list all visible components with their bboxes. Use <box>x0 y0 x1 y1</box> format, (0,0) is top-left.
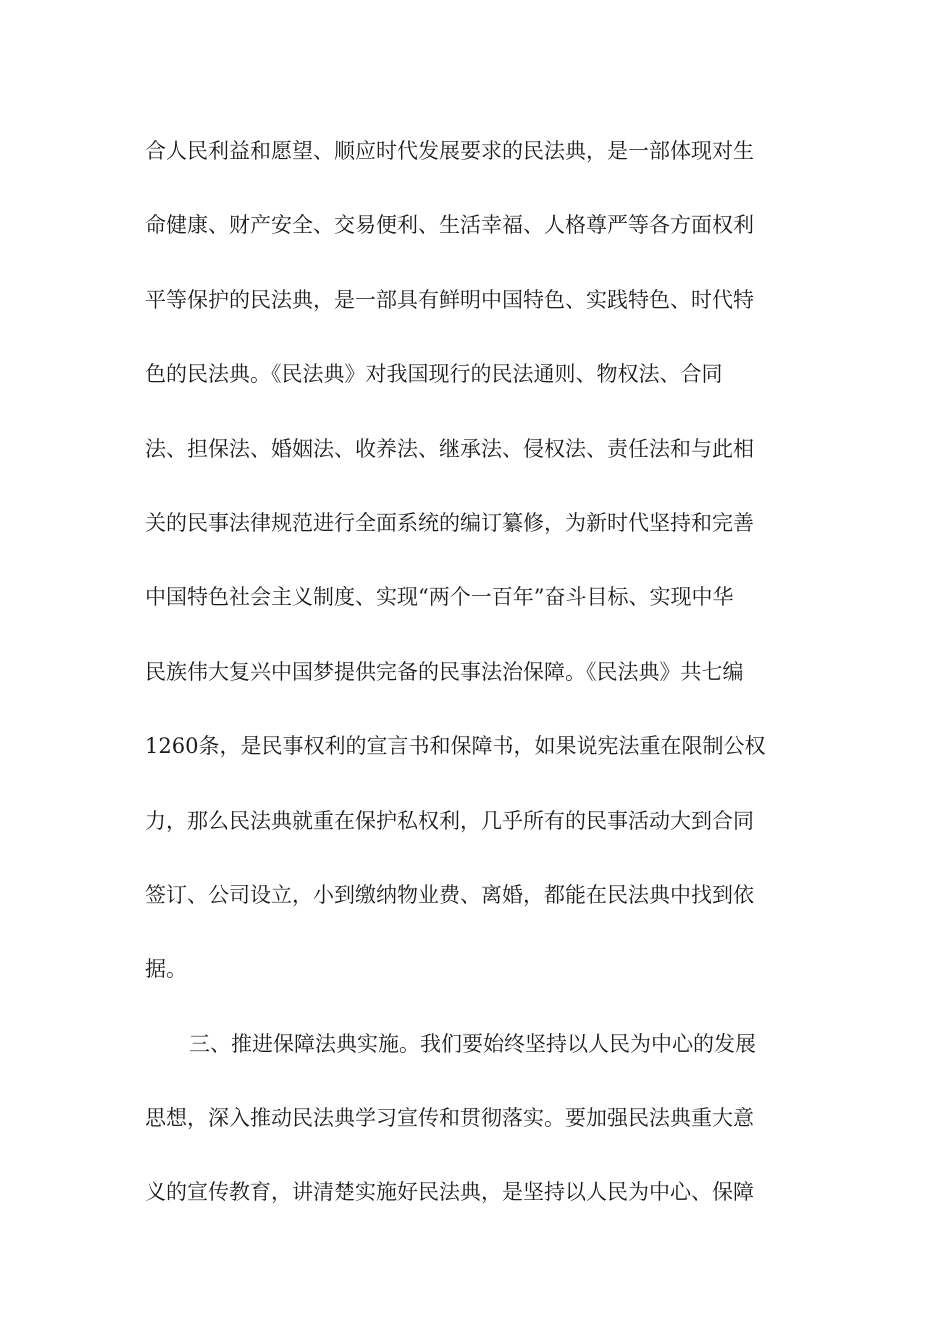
text-line: 签订、公司设立，小到缴纳物业费、离婚，都能在民法典中找到依 <box>145 882 754 907</box>
text-line: 三、推进保障法典实施。我们要始终坚持以人民为中心的发展 <box>189 1031 756 1056</box>
text-line: 据。 <box>145 957 187 982</box>
text-line: 命健康、财产安全、交易便利、生活幸福、人格尊严等各方面权利 <box>145 213 754 238</box>
text-line: 合人民利益和愿望、顺应时代发展要求的民法典，是一部体现对生 <box>145 139 754 163</box>
text-line: 关的民事法律规范进行全面系统的编订纂修，为新时代坚持和完善 <box>145 510 754 535</box>
text-line: 1260条，是民事权利的宣言书和保障书，如果说宪法重在限制公权 <box>145 734 766 759</box>
text-line: 义的宣传教育，讲清楚实施好民法典，是坚持以人民为中心、保障 <box>145 1180 754 1205</box>
text-line: 色的民法典。《民法典》对我国现行的民法通则、物权法、合同 <box>145 362 723 387</box>
text-line: 民族伟大复兴中国梦提供完备的民事法治保障。《民法典》共七编 <box>145 659 744 684</box>
text-line: 力，那么民法典就重在保护私权利，几乎所有的民事活动大到合同 <box>145 808 754 833</box>
text-line: 思想，深入推动民法典学习宣传和贯彻落实。要加强民法典重大意 <box>145 1106 754 1131</box>
text-line: 中国特色社会主义制度、实现“两个一百年”奋斗目标、实现中华 <box>145 585 734 610</box>
text-line: 平等保护的民法典，是一部具有鲜明中国特色、实践特色、时代特 <box>145 287 754 312</box>
text-line: 法、担保法、婚姻法、收养法、继承法、侵权法、责任法和与此相 <box>145 436 754 461</box>
body-text <box>145 128 825 1244</box>
